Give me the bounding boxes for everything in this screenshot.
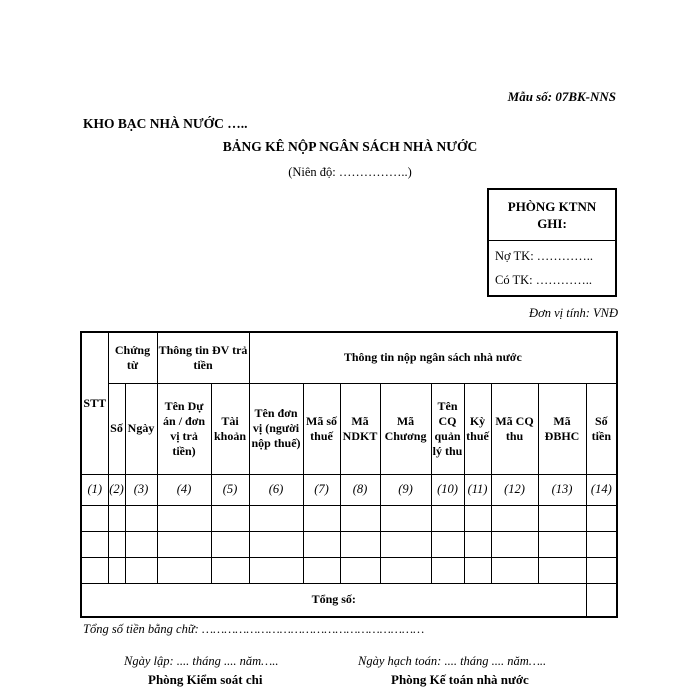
- table-cell: [249, 505, 303, 531]
- budget-payment-table: [80, 331, 618, 618]
- table-cell: [81, 505, 108, 531]
- table-cell: [464, 557, 491, 583]
- column-number: (8): [340, 474, 380, 505]
- table-cell: [431, 557, 464, 583]
- table-cell: [380, 505, 431, 531]
- column-number: (11): [464, 474, 491, 505]
- table-cell: [586, 505, 617, 531]
- document-title: BẢNG KÊ NỘP NGÂN SÁCH NHÀ NƯỚC: [222, 139, 478, 154]
- header-row-groups: [81, 332, 617, 383]
- col-header: Mã NDKT: [340, 383, 380, 474]
- group-budget: Thông tin nộp ngân sách nhà nước: [249, 332, 617, 383]
- table-row: [81, 557, 617, 583]
- table-cell: [303, 531, 340, 557]
- col-header: Số: [108, 383, 125, 474]
- table-cell: [340, 557, 380, 583]
- group-payer: Thông tin ĐV trả tiền: [157, 332, 249, 383]
- table-cell: [157, 531, 211, 557]
- column-number: (3): [125, 474, 157, 505]
- col-header: Tài khoản: [211, 383, 249, 474]
- table-cell: [81, 531, 108, 557]
- table-cell: [340, 531, 380, 557]
- column-number: (12): [491, 474, 538, 505]
- date-accounting: Ngày hạch toán: .... tháng .... năm…..: [358, 654, 547, 668]
- treasury-name: KHO BẠC NHÀ NƯỚC …..: [83, 116, 248, 131]
- table-row: [81, 505, 617, 531]
- currency-unit: Đơn vị tính: VNĐ: [529, 306, 618, 320]
- column-number-row: [81, 474, 617, 505]
- table-cell: [340, 505, 380, 531]
- column-number: (7): [303, 474, 340, 505]
- table-cell: [431, 505, 464, 531]
- table-cell: [249, 557, 303, 583]
- table-cell: [586, 531, 617, 557]
- total-label: Tổng số:: [81, 583, 586, 617]
- table-cell: [303, 505, 340, 531]
- column-number: (4): [157, 474, 211, 505]
- column-number: (9): [380, 474, 431, 505]
- amount-in-words: Tổng số tiền bằng chữ: ……………………………………………………: [83, 622, 425, 636]
- ktnn-title-line1: PHÒNG KTNN: [507, 199, 597, 214]
- col-header: Mã Chương: [380, 383, 431, 474]
- table-cell: [538, 531, 586, 557]
- col-header: Mã CQ thu: [491, 383, 538, 474]
- date-created: Ngày lập: .... tháng .... năm…..: [124, 654, 279, 668]
- col-header: Tên CQ quản lý thu: [431, 383, 464, 474]
- form-code: Mẫu số: 07BK-NNS: [507, 89, 616, 104]
- table-cell: [464, 505, 491, 531]
- col-header: Số tiền: [586, 383, 617, 474]
- dept-control-signature: Phòng Kiểm soát chi: [148, 672, 263, 687]
- table-cell: [81, 557, 108, 583]
- table-cell: [538, 557, 586, 583]
- col-header: Tên đơn vị (người nộp thuế): [249, 383, 303, 474]
- total-amount-cell: [586, 583, 617, 617]
- column-number: (13): [538, 474, 586, 505]
- table-cell: [125, 505, 157, 531]
- column-number: (6): [249, 474, 303, 505]
- table-cell: [108, 505, 125, 531]
- table-cell: [157, 557, 211, 583]
- table-cell: [211, 557, 249, 583]
- column-number: (2): [108, 474, 125, 505]
- table-cell: [157, 505, 211, 531]
- table-row: [81, 531, 617, 557]
- table-cell: [249, 531, 303, 557]
- col-header: Kỳ thuế: [464, 383, 491, 474]
- table-cell: [108, 557, 125, 583]
- ktnn-title-line2: GHI:: [537, 216, 567, 231]
- table-cell: [303, 557, 340, 583]
- table-cell: [538, 505, 586, 531]
- credit-account-line: Có TK: …………..: [495, 273, 592, 287]
- ktnn-box-title: [489, 190, 615, 241]
- header-row-columns: [81, 383, 617, 474]
- column-number: (14): [586, 474, 617, 505]
- table-cell: [586, 557, 617, 583]
- table-cell: [211, 505, 249, 531]
- total-row: [81, 583, 617, 617]
- table-cell: [431, 531, 464, 557]
- column-number: (5): [211, 474, 249, 505]
- fiscal-year: (Niên độ: ……………..): [288, 165, 412, 179]
- table-cell: [491, 505, 538, 531]
- ktnn-box: [487, 188, 617, 297]
- table-cell: [491, 531, 538, 557]
- col-header: Mã số thuế: [303, 383, 340, 474]
- table-cell: [380, 557, 431, 583]
- table-cell: [464, 531, 491, 557]
- table-cell: [211, 531, 249, 557]
- dept-accounting-signature: Phòng Kế toán nhà nước: [391, 672, 529, 687]
- table-cell: [380, 531, 431, 557]
- col-header: Tên Dự án / đơn vị trả tiền): [157, 383, 211, 474]
- table-cell: [108, 531, 125, 557]
- col-header: Mã ĐBHC: [538, 383, 586, 474]
- col-stt: STT: [81, 332, 108, 474]
- group-voucher: Chứng từ: [108, 332, 157, 383]
- column-number: (10): [431, 474, 464, 505]
- column-number: (1): [81, 474, 108, 505]
- table-cell: [125, 531, 157, 557]
- debit-account-line: Nợ TK: …………..: [495, 249, 594, 263]
- col-header: Ngày: [125, 383, 157, 474]
- table-cell: [125, 557, 157, 583]
- table-cell: [491, 557, 538, 583]
